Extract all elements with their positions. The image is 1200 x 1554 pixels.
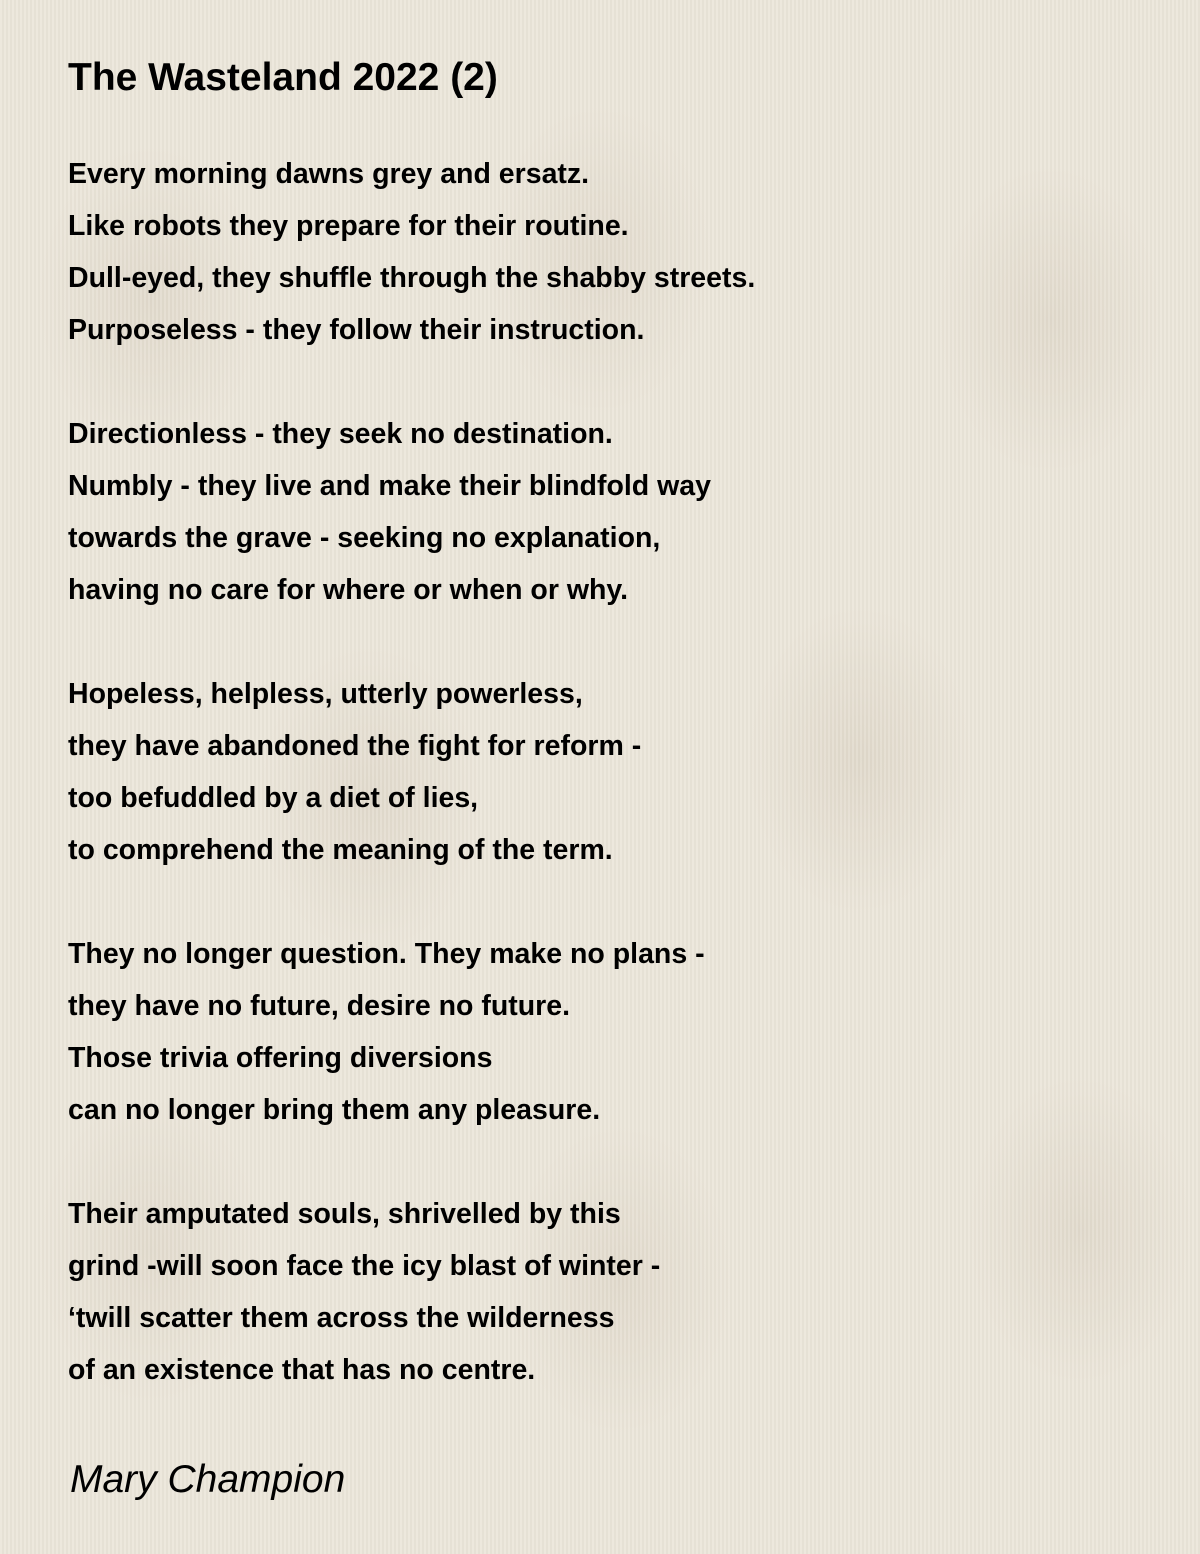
- poem-line: They no longer question. They make no plans -: [68, 938, 705, 970]
- poem-line: towards the grave - seeking no explanation,: [68, 522, 661, 554]
- poem-line: grind -will soon face the icy blast of winter -: [68, 1250, 661, 1282]
- stanza-3: [68, 668, 1148, 876]
- poem-line: of an existence that has no centre.: [68, 1354, 536, 1386]
- poem-line: Purposeless - they follow their instruction.: [68, 314, 645, 346]
- poem-line: having no care for where or when or why.: [68, 574, 629, 606]
- poem-line: they have abandoned the fight for reform -: [68, 730, 642, 762]
- poem-line: Hopeless, helpless, utterly powerless,: [68, 678, 583, 710]
- poem-title: The Wasteland 2022 (2): [68, 56, 498, 99]
- poem-line: Numbly - they live and make their blindfold way: [68, 470, 711, 502]
- poem-line: they have no future, desire no future.: [68, 990, 570, 1022]
- poem-line: too befuddled by a diet of lies,: [68, 782, 479, 814]
- stanza-1: [68, 148, 1148, 356]
- stanza-2: [68, 408, 1148, 616]
- poem-body: [68, 148, 1148, 1448]
- stanza-5: [68, 1188, 1148, 1396]
- author-name: Mary Champion: [70, 1458, 346, 1501]
- poem-line: Every morning dawns grey and ersatz.: [68, 158, 590, 190]
- poem-line: Dull-eyed, they shuffle through the shabby streets.: [68, 262, 756, 294]
- poem-line: Like robots they prepare for their routine.: [68, 210, 629, 242]
- stanza-4: [68, 928, 1148, 1136]
- poem-line: Directionless - they seek no destination.: [68, 418, 613, 450]
- poem-line: can no longer bring them any pleasure.: [68, 1094, 601, 1126]
- poem-line: Those trivia offering diversions: [68, 1042, 493, 1074]
- poem-line: Their amputated souls, shrivelled by this: [68, 1198, 621, 1230]
- poem-line: to comprehend the meaning of the term.: [68, 834, 613, 866]
- poem-line: ‘twill scatter them across the wilderness: [68, 1302, 615, 1334]
